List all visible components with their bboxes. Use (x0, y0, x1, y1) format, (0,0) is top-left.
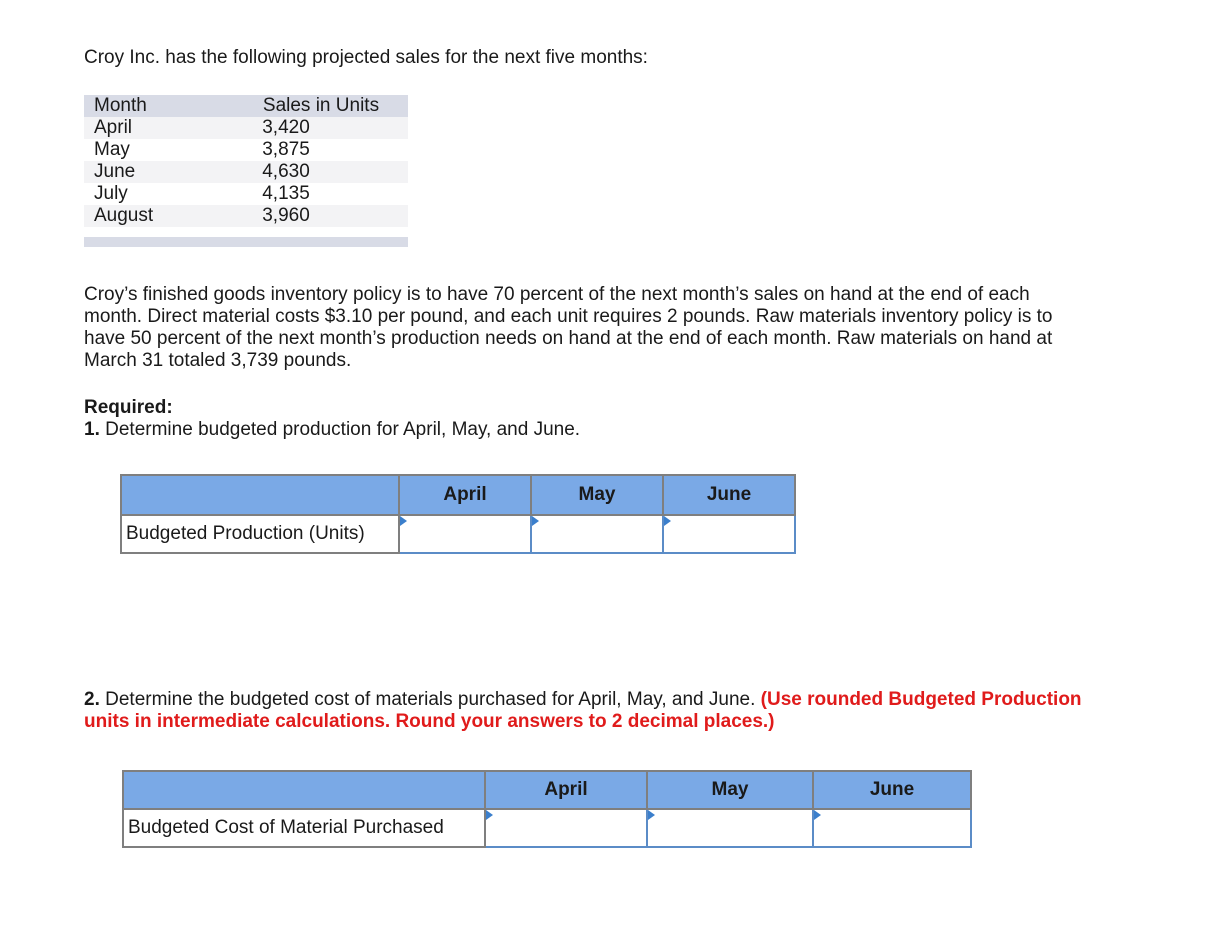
table1-col-june: June (663, 475, 795, 515)
sales-row-units: 4,630 (262, 161, 310, 182)
april-cost-cell[interactable] (485, 809, 647, 847)
sales-row (84, 183, 408, 205)
entry-marker-icon (400, 516, 407, 526)
table1-row-label: Budgeted Production (Units) (121, 515, 399, 553)
sales-row-units: 4,135 (262, 183, 310, 204)
sales-row (84, 205, 408, 227)
sales-row-month: May (94, 139, 130, 160)
required-label: Required: (84, 397, 173, 418)
table1-col-april: April (399, 475, 531, 515)
policy-paragraph: Croy’s finished goods inventory policy is to have 70 percent of the next month’s sales on hand at the end of each month. Direct material costs $3.10 per pound, and each unit requires 2 pounds. Raw materials inventory policy is to have 50 percent of the next month’s production needs on hand at the end of each month. Raw materials on hand at March 31 totaled 3,739 pounds. (84, 284, 1053, 371)
production-table (120, 474, 796, 554)
sales-row-month: July (94, 183, 128, 204)
q2-text: Determine the budgeted cost of materials purchased for April, May, and June. (105, 689, 756, 710)
april-production-cell[interactable] (399, 515, 531, 553)
may-production-cell[interactable] (531, 515, 663, 553)
may-production-input[interactable] (532, 523, 662, 546)
entry-marker-icon (648, 810, 655, 820)
sales-row-month: June (94, 161, 136, 182)
april-cost-input[interactable] (486, 817, 646, 840)
sales-row (84, 161, 408, 183)
intro-text: Croy Inc. has the following projected sales for the next five months: (84, 47, 648, 68)
q2-number: 2. (84, 689, 100, 710)
may-cost-cell[interactable] (647, 809, 813, 847)
june-cost-cell[interactable] (813, 809, 971, 847)
table2-col-june: June (813, 771, 971, 809)
sales-row-units: 3,875 (262, 139, 310, 160)
sales-row-units: 3,420 (262, 117, 310, 138)
table2-col-april: April (485, 771, 647, 809)
june-production-cell[interactable] (663, 515, 795, 553)
entry-marker-icon (814, 810, 821, 820)
required-section (84, 397, 580, 441)
may-cost-input[interactable] (648, 817, 812, 840)
sales-table-footer (84, 237, 408, 247)
table2-col-may: May (647, 771, 813, 809)
sales-row (84, 117, 408, 139)
entry-marker-icon (664, 516, 671, 526)
sales-row-month: August (94, 205, 154, 226)
june-cost-input[interactable] (814, 817, 970, 840)
april-production-input[interactable] (400, 523, 530, 546)
table1-corner (121, 475, 399, 515)
sales-row-month: April (94, 117, 133, 138)
entry-marker-icon (532, 516, 539, 526)
table1-col-may: May (531, 475, 663, 515)
sales-row-units: 3,960 (262, 205, 310, 226)
month-header: Month (94, 95, 147, 116)
q2-section (84, 689, 1114, 733)
sales-row (84, 139, 408, 161)
sales-table-header (84, 95, 408, 117)
q1-text: Determine budgeted production for April, May, and June. (105, 419, 581, 440)
q2-note: (Use rounded Budgeted Production units in intermediate calculations. Round your answers to 2 decimal places.) (84, 689, 1082, 732)
q1-number: 1. (84, 419, 100, 440)
table2-row-label: Budgeted Cost of Material Purchased (123, 809, 485, 847)
material-cost-table (122, 770, 972, 848)
table2-corner (123, 771, 485, 809)
entry-marker-icon (486, 810, 493, 820)
sales-table (84, 95, 408, 247)
june-production-input[interactable] (664, 523, 794, 546)
sales-header: Sales in Units (262, 95, 380, 116)
